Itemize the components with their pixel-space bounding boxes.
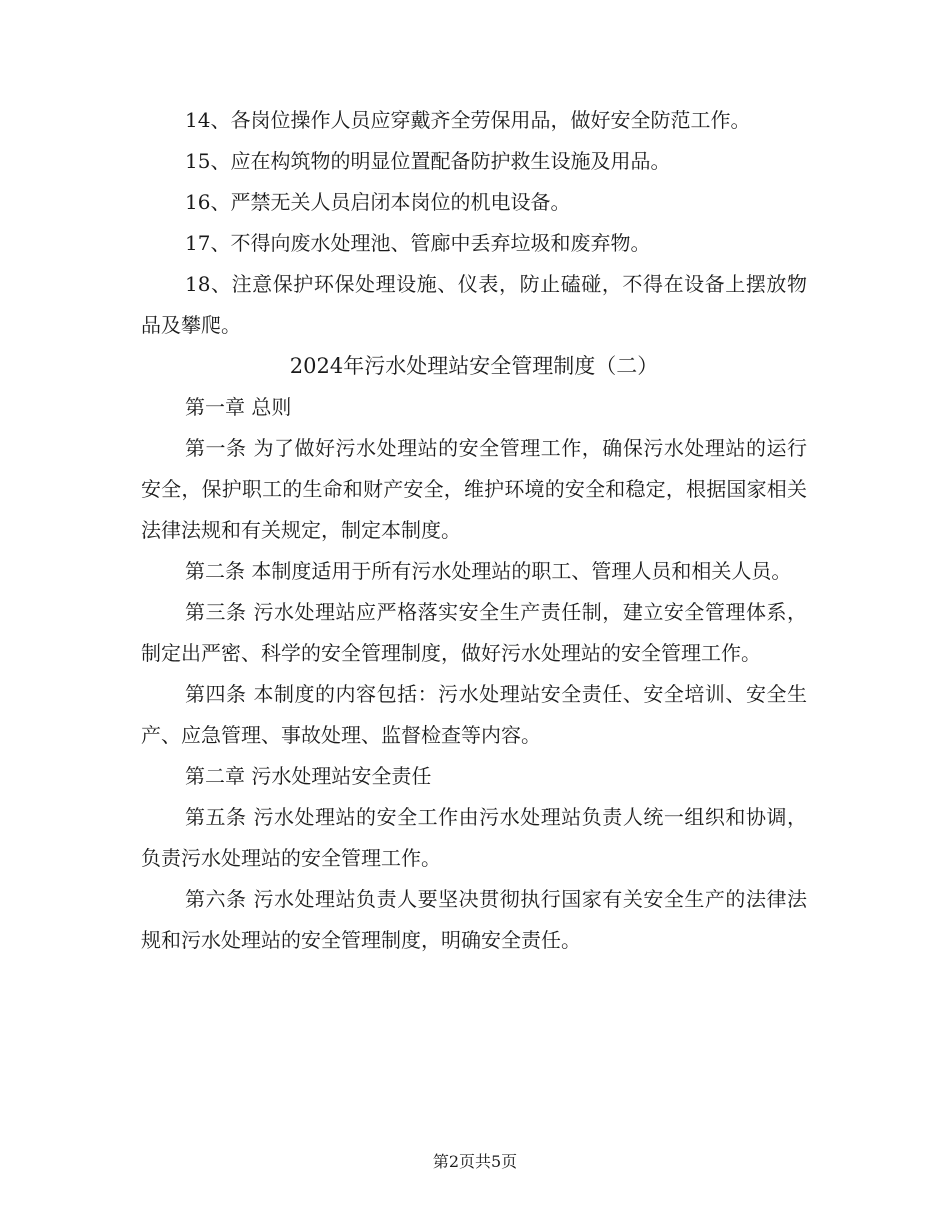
article-3: 第三条 污水处理站应严格落实安全生产责任制，建立安全管理体系，制定出严密、科学的安全管理制度，做好污水处理站的安全管理工作。 xyxy=(141,600,807,665)
article-4: 第四条 本制度的内容包括：污水处理站安全责任、安全培训、安全生产、应急管理、事故处理、监督检查等内容。 xyxy=(141,682,807,747)
paragraph-item-15: 15、应在构筑物的明显位置配备防护救生设施及用品。 xyxy=(185,149,671,173)
article-6: 第六条 污水处理站负责人要坚决贯彻执行国家有关安全生产的法律法规和污水处理站的安全管理制度，明确安全责任。 xyxy=(141,887,807,952)
document-title: 2024年污水处理站安全管理制度（二） xyxy=(289,354,659,378)
paragraph-item-18: 18、注意保护环保处理设施、仪表，防止磕碰，不得在设备上摆放物品及攀爬。 xyxy=(141,272,807,337)
paragraph-item-14: 14、各岗位操作人员应穿戴齐全劳保用品，做好安全防范工作。 xyxy=(185,108,751,132)
article-5: 第五条 污水处理站的安全工作由污水处理站负责人统一组织和协调，负责污水处理站的安全管理工作。 xyxy=(141,805,807,870)
document-body xyxy=(141,100,807,961)
article-1: 第一条 为了做好污水处理站的安全管理工作，确保污水处理站的运行安全，保护职工的生命和财产安全，维护环境的安全和稳定，根据国家相关法律法规和有关规定，制定本制度。 xyxy=(141,436,807,542)
page-number: 第2页共5页 xyxy=(432,1152,518,1171)
paragraph-item-16: 16、严禁无关人员启闭本岗位的机电设备。 xyxy=(185,190,571,214)
article-2: 第二条 本制度适用于所有污水处理站的职工、管理人员和相关人员。 xyxy=(185,559,792,583)
chapter-heading-1: 第一章 总则 xyxy=(185,395,292,419)
chapter-heading-2: 第二章 污水处理站安全责任 xyxy=(185,764,432,788)
paragraph-item-17: 17、不得向废水处理池、管廊中丢弃垃圾和废弃物。 xyxy=(185,231,651,255)
